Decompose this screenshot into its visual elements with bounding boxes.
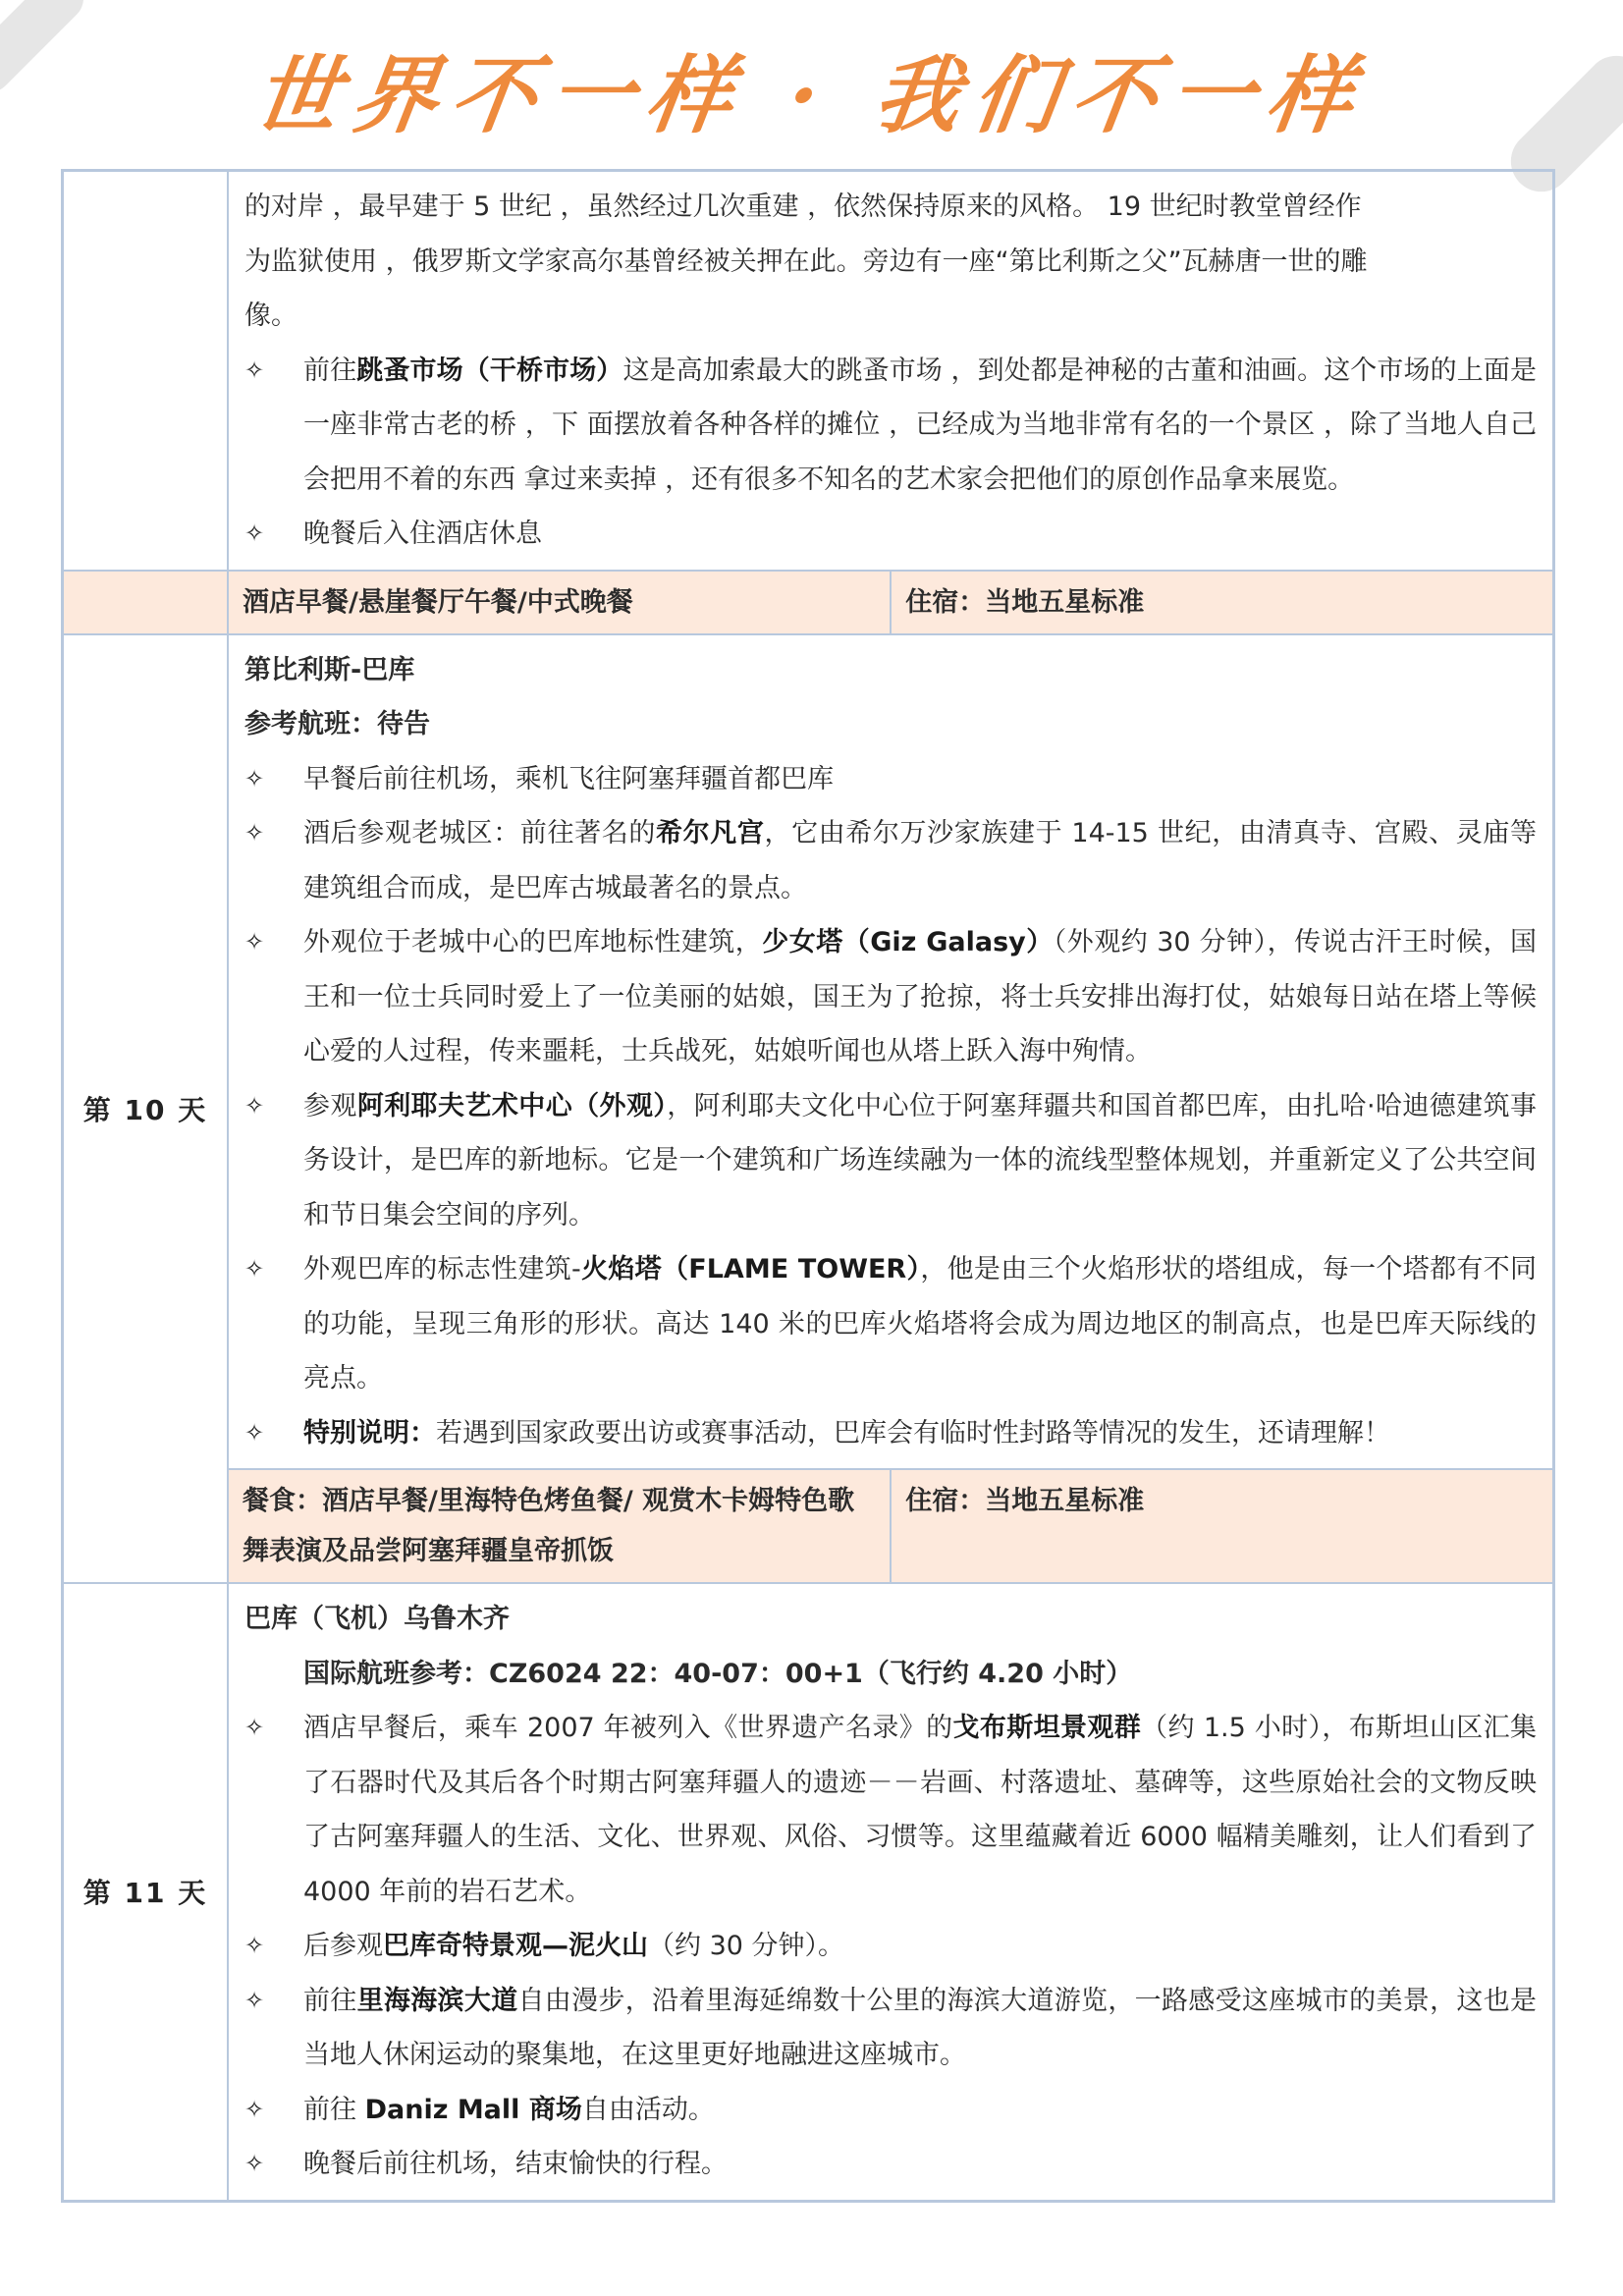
four-point-star-icon: ✧: [244, 928, 265, 956]
highlight-text: Daniz Mall 商场: [364, 2094, 582, 2125]
body-text: 酒后参观老城区：前往著名的: [303, 818, 656, 848]
body-text: 自由漫步，沿着里海延绵数十公里的海滨大道游览，一路感受这座城市的美景，这也是当地人休闲运动的聚集地，在这里更好地融进这座城市。: [303, 1985, 1538, 2070]
bullet-text: [303, 1406, 1537, 1461]
body-text: 后参观: [303, 1931, 383, 1961]
four-point-star-icon: ✧: [244, 2150, 265, 2177]
bullet-item: [244, 1974, 1537, 2083]
day-label: 第 10 天: [63, 634, 229, 1584]
highlight-text: 少女塔（Giz Galasy）: [762, 927, 1054, 957]
body-text: 前往: [303, 1985, 357, 2016]
highlight-text: 戈布斯坦景观群: [952, 1713, 1142, 1743]
body-text: （约 30 分钟）。: [648, 1931, 845, 1961]
highlight-text: 希尔凡宫: [655, 818, 765, 848]
highlight-text: 特别说明：: [303, 1417, 436, 1449]
body-text: 酒店早餐后，乘车 2007 年被列入《世界遗产名录》的: [303, 1713, 953, 1743]
meal-info: 餐食：酒店早餐/里海特色烤鱼餐/ 观赏木卡姆特色歌舞表演及品尝阿塞拜疆皇帝抓饭: [228, 1469, 891, 1583]
banner-slogan: 世界不一样 · 我们不一样: [247, 46, 1374, 145]
bullet-item: [244, 915, 1537, 1079]
day-11-row: [63, 1583, 1554, 2201]
meal-row: [63, 571, 1554, 634]
body-text: 前往: [303, 2094, 365, 2125]
bullet-item: [244, 344, 1537, 508]
highlight-text: 里海海滨大道: [356, 1985, 518, 2016]
bullet-text: [303, 915, 1537, 1079]
bullet-item: [244, 507, 1537, 562]
stay-info: 住宿：当地五星标准: [891, 571, 1553, 634]
four-point-star-icon: ✧: [244, 1255, 265, 1283]
body-text: （外观约 30 分钟），传说古汗王时候，国王和一位士兵同时爱上了一位美丽的姑娘，国王为了抢掠，将士兵安排出海打仗，姑娘每日站在塔上等候心爱的人过程，传来噩耗，士兵战死，姑娘听闻也从塔上跃入海中殉情。: [303, 927, 1538, 1066]
body-text: 晚餐后入住酒店休息: [303, 519, 542, 549]
bullet-item: [244, 2083, 1537, 2138]
text-line: 为监狱使用 ，俄罗斯文学家高尔基曾经被关押在此。旁边有一座“第比利斯之父”瓦赫唐一世的雕: [244, 246, 1368, 277]
highlight-text: 跳蚤市场（干桥市场）: [356, 355, 623, 386]
bullet-item: [244, 1919, 1537, 1974]
highlight-text: 阿利耶夫艺术中心（外观）: [356, 1090, 668, 1121]
flight-info: 参考航班：待告: [244, 709, 430, 739]
bullet-text: [303, 1919, 1537, 1974]
highlight-text: 火焰塔（FLAME TOWER）: [580, 1254, 921, 1285]
body-text: 前往: [303, 355, 357, 386]
four-point-star-icon: ✧: [244, 1932, 265, 1959]
bullet-text: [303, 344, 1537, 508]
route-title: 第比利斯-巴库: [244, 654, 415, 685]
bullet-text: [303, 2083, 1537, 2138]
stay-info: 住宿：当地五星标准: [891, 1469, 1553, 1583]
four-point-star-icon: ✧: [244, 1091, 265, 1120]
continuation-content: [228, 171, 1554, 571]
day-label: 第 11 天: [63, 1583, 229, 2201]
body-text: ，他是由三个火焰形状的塔组成，每一个塔都有不同的功能，呈现三角形的形状。高达 140 米的巴库火焰塔将会成为周边地区的制高点，也是巴库天际线的亮点。: [303, 1254, 1537, 1394]
bullet-item: [244, 1406, 1537, 1461]
bullet-item: [244, 752, 1537, 807]
itinerary-table: [61, 169, 1555, 2203]
body-text: 参观: [303, 1090, 357, 1121]
four-point-star-icon: ✧: [244, 764, 265, 793]
bullet-item: [244, 2137, 1537, 2192]
text-line: 的对岸 ，最早建于 5 世纪 ，虽然经过几次重建 ，依然保持原来的风格。 19 世纪时教堂曾经作: [244, 191, 1362, 222]
bullet-text: [303, 507, 1537, 562]
body-text: 若遇到国家政要出访或赛事活动，巴库会有临时性封路等情况的发生，还请理解！: [436, 1417, 1390, 1449]
bullet-item: [244, 806, 1537, 915]
bullet-text: [303, 806, 1537, 915]
meal-info: 酒店早餐/悬崖餐厅午餐/中式晚餐: [228, 571, 891, 634]
continuation-row: [63, 171, 1554, 571]
body-text: 自由活动。: [581, 2094, 715, 2125]
text-line: 像。: [244, 301, 298, 331]
flight-info: 国际航班参考：CZ6024 22：40-07：00+1（飞行约 4.20 小时）: [303, 1658, 1133, 1689]
bullet-text: [303, 1242, 1537, 1406]
four-point-star-icon: ✧: [244, 355, 265, 384]
bullet-text: [303, 1701, 1537, 1919]
four-point-star-icon: ✧: [244, 2095, 265, 2123]
four-point-star-icon: ✧: [244, 1986, 265, 2014]
four-point-star-icon: ✧: [244, 519, 265, 547]
bullet-item: [244, 1701, 1537, 1919]
body-text: 这是高加索最大的跳蚤市场 ，到处都是神秘的古董和油画。这个市场的上面是一座非常古老的桥 ，下 面摆放着各种各样的摊位 ，已经成为当地非常有名的一个景区 ，除了当地人自己会把用不着的东西 拿过来卖掉 ，还有很多不知名的艺术家会把他们的原创作品拿来展览。: [303, 355, 1538, 495]
day-10-row: [63, 634, 1554, 1470]
body-text: 早餐后前往机场，乘机飞往阿塞拜疆首都巴库: [303, 763, 834, 794]
bullet-text: [303, 2137, 1537, 2192]
bullet-text: [303, 1079, 1537, 1243]
day-10-content: [228, 634, 1554, 1470]
four-point-star-icon: ✧: [244, 1714, 265, 1741]
day-cell-empty: [63, 171, 229, 571]
body-text: 晚餐后前往机场，结束愉快的行程。: [303, 2149, 728, 2179]
route-title: 巴库（飞机）乌鲁木齐: [244, 1604, 510, 1634]
body-text: ，阿利耶夫文化中心位于阿塞拜疆共和国首都巴库，由扎哈·哈迪德建筑事务设计，是巴库的新地标。它是一个建筑和广场连续融为一体的流线型整体规划，并重新定义了公共空间和节日集会空间的序列。: [303, 1090, 1537, 1230]
day-11-content: [228, 1583, 1554, 2201]
meal-row: [63, 1469, 1554, 1583]
bullet-text: [303, 1974, 1537, 2083]
four-point-star-icon: ✧: [244, 1418, 265, 1447]
body-text: 外观位于老城中心的巴库地标性建筑，: [303, 927, 763, 957]
bullet-item: [244, 1079, 1537, 1243]
body-text: ，它由希尔万沙家族建于 14-15 世纪，由清真寺、宫殿、灵庙等建筑组合而成，是巴库古城最著名的景点。: [303, 818, 1538, 903]
body-text: 外观巴库的标志性建筑-: [303, 1254, 581, 1285]
bullet-item: [244, 1242, 1537, 1406]
four-point-star-icon: ✧: [244, 819, 265, 847]
highlight-text: 巴库奇特景观—泥火山: [383, 1931, 648, 1961]
body-text: （约 1.5 小时），布斯坦山区汇集了石器时代及其后各个时期古阿塞拜疆人的遗迹－－岩画、村落遗址、墓碑等，这些原始社会的文物反映了古阿塞拜疆人的生活、文化、世界观、风俗、习惯等。这里蕴藏着近 6000 幅精美雕刻，让人们看到了 4000 年前的岩石艺术。: [303, 1713, 1537, 1907]
day-cell-empty: [63, 571, 229, 634]
bullet-text: [303, 752, 1537, 807]
